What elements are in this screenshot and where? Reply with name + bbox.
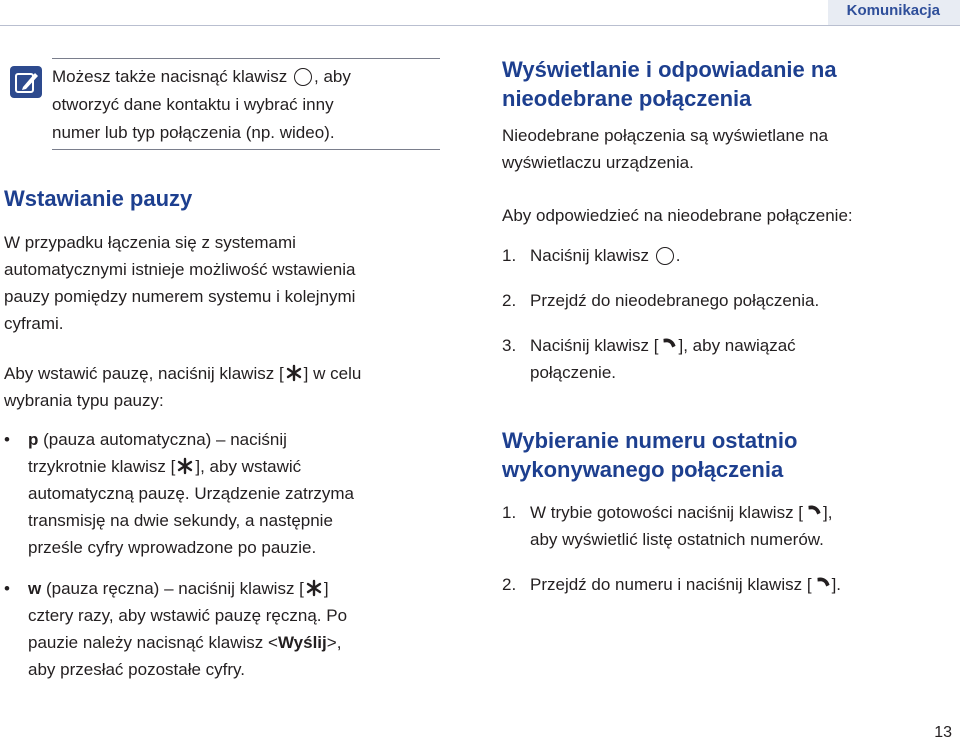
missed-calls-title: [502, 55, 837, 113]
step-number: 1.: [502, 246, 517, 265]
step-text: W trybie gotowości naciśnij klawisz [: [530, 503, 804, 522]
redial-step-1: [502, 499, 942, 553]
bullet-text: cztery razy, aby wstawić pauzę ręczną. Po: [28, 606, 348, 625]
page-number: 13: [934, 724, 952, 741]
bullet-item-auto-pause: [4, 426, 444, 561]
step-2: [502, 287, 942, 314]
pause-intro-line: W przypadku łączenia się z systemami: [4, 233, 296, 252]
bullet-text: pauzie należy nacisnąć klawisz <: [28, 633, 278, 652]
call-key-icon: [812, 574, 832, 594]
redial-title: [502, 426, 797, 484]
page-header: [0, 0, 960, 27]
note-divider-top: [52, 58, 440, 59]
pause-intro-line: cyframi.: [4, 314, 64, 333]
missed-calls-intro: [502, 122, 942, 176]
redial-title-line: Wybieranie numeru ostatnio: [502, 428, 798, 453]
step-number: 1.: [502, 503, 517, 522]
pause-code-w: w: [28, 579, 42, 598]
send-key-label: Wyślij: [277, 633, 327, 652]
call-key-icon: [658, 335, 678, 355]
pause-instructions: [4, 360, 444, 414]
missed-calls-prompt: Aby odpowiedzieć na nieodebrane połączenie:: [502, 206, 853, 225]
step-text: aby wyświetlić listę ostatnich numerów.: [530, 530, 824, 549]
step-number: 3.: [502, 336, 517, 355]
pause-how-line-2: wybrania typu pauzy:: [4, 391, 164, 410]
step-number: 2.: [502, 575, 517, 594]
missed-calls-title-line: Wyświetlanie i odpowiadanie na: [502, 57, 837, 82]
note-divider-bottom: [52, 149, 440, 150]
pause-code-p: p: [28, 430, 39, 449]
section-title: Komunikacja: [846, 2, 940, 19]
bullet-text: prześle cyfry wprowadzone po pauzie.: [28, 538, 317, 557]
missed-calls-title-line: nieodebrane połączenia: [502, 86, 752, 111]
header-divider: [0, 25, 960, 26]
step-text: Przejdź do nieodebranego połączenia.: [530, 291, 820, 310]
step-text: połączenie.: [530, 363, 617, 382]
note-text: [52, 63, 432, 147]
bullet-text: transmisję na dwie sekundy, a następnie: [28, 511, 333, 530]
bullet-marker: •: [4, 579, 10, 598]
step-3: [502, 332, 942, 386]
redial-step-2: [502, 571, 942, 598]
star-key-icon: [175, 456, 195, 476]
step-text: Naciśnij klawisz [: [530, 336, 659, 355]
bullet-text: (pauza automatyczna) – naciśnij: [38, 430, 287, 449]
step-text: Przejdź do numeru i naciśnij klawisz [: [530, 575, 812, 594]
step-text: ], aby nawiązać: [678, 336, 796, 355]
missed-calls-intro-line: wyświetlaczu urządzenia.: [502, 153, 694, 172]
bullet-marker: •: [4, 430, 10, 449]
note-line-1a: Możesz także nacisnąć klawisz: [52, 67, 288, 86]
pause-intro-line: pauzy pomiędzy numerem systemu i kolejnymi: [4, 287, 356, 306]
bullet-text: (pauza ręczna) – naciśnij klawisz [: [41, 579, 304, 598]
bullet-text: trzykrotnie klawisz [: [28, 457, 176, 476]
bullet-item-manual-pause: [4, 575, 444, 683]
note-box: [4, 58, 440, 150]
missed-calls-intro-line: Nieodebrane połączenia są wyświetlane na: [502, 126, 829, 145]
note-line-2: otworzyć dane kontaktu i wybrać inny: [52, 95, 334, 114]
pause-how-text-end: ] w celu: [303, 364, 362, 383]
note-line-3: numer lub typ połączenia (np. wideo).: [52, 123, 335, 142]
circle-key-icon: [656, 247, 674, 265]
star-key-icon: [284, 363, 304, 383]
bullet-text: aby przesłać pozostałe cyfry.: [28, 660, 245, 679]
step-text-end: .: [675, 246, 681, 265]
pause-how-text: Aby wstawić pauzę, naciśnij klawisz [: [4, 364, 284, 383]
note-pencil-icon: [10, 66, 42, 98]
bullet-text: >,: [326, 633, 342, 652]
bullet-text: ]: [323, 579, 329, 598]
step-text: ],: [823, 503, 833, 522]
pause-section-title: Wstawianie pauzy: [4, 186, 193, 211]
call-key-icon: [803, 502, 823, 522]
pause-intro-line: automatycznymi istnieje możliwość wstawienia: [4, 260, 356, 279]
step-text: Naciśnij klawisz: [530, 246, 650, 265]
note-line-1b: , aby: [314, 67, 351, 86]
step-number: 2.: [502, 291, 517, 310]
star-key-icon: [304, 578, 324, 598]
pause-intro: [4, 229, 444, 337]
bullet-text: automatyczną pauzę. Urządzenie zatrzyma: [28, 484, 354, 503]
redial-title-line: wykonywanego połączenia: [502, 457, 784, 482]
bullet-text: ], aby wstawić: [195, 457, 302, 476]
step-1: [502, 242, 942, 269]
circle-key-icon: [294, 68, 312, 86]
step-text: ].: [831, 575, 842, 594]
